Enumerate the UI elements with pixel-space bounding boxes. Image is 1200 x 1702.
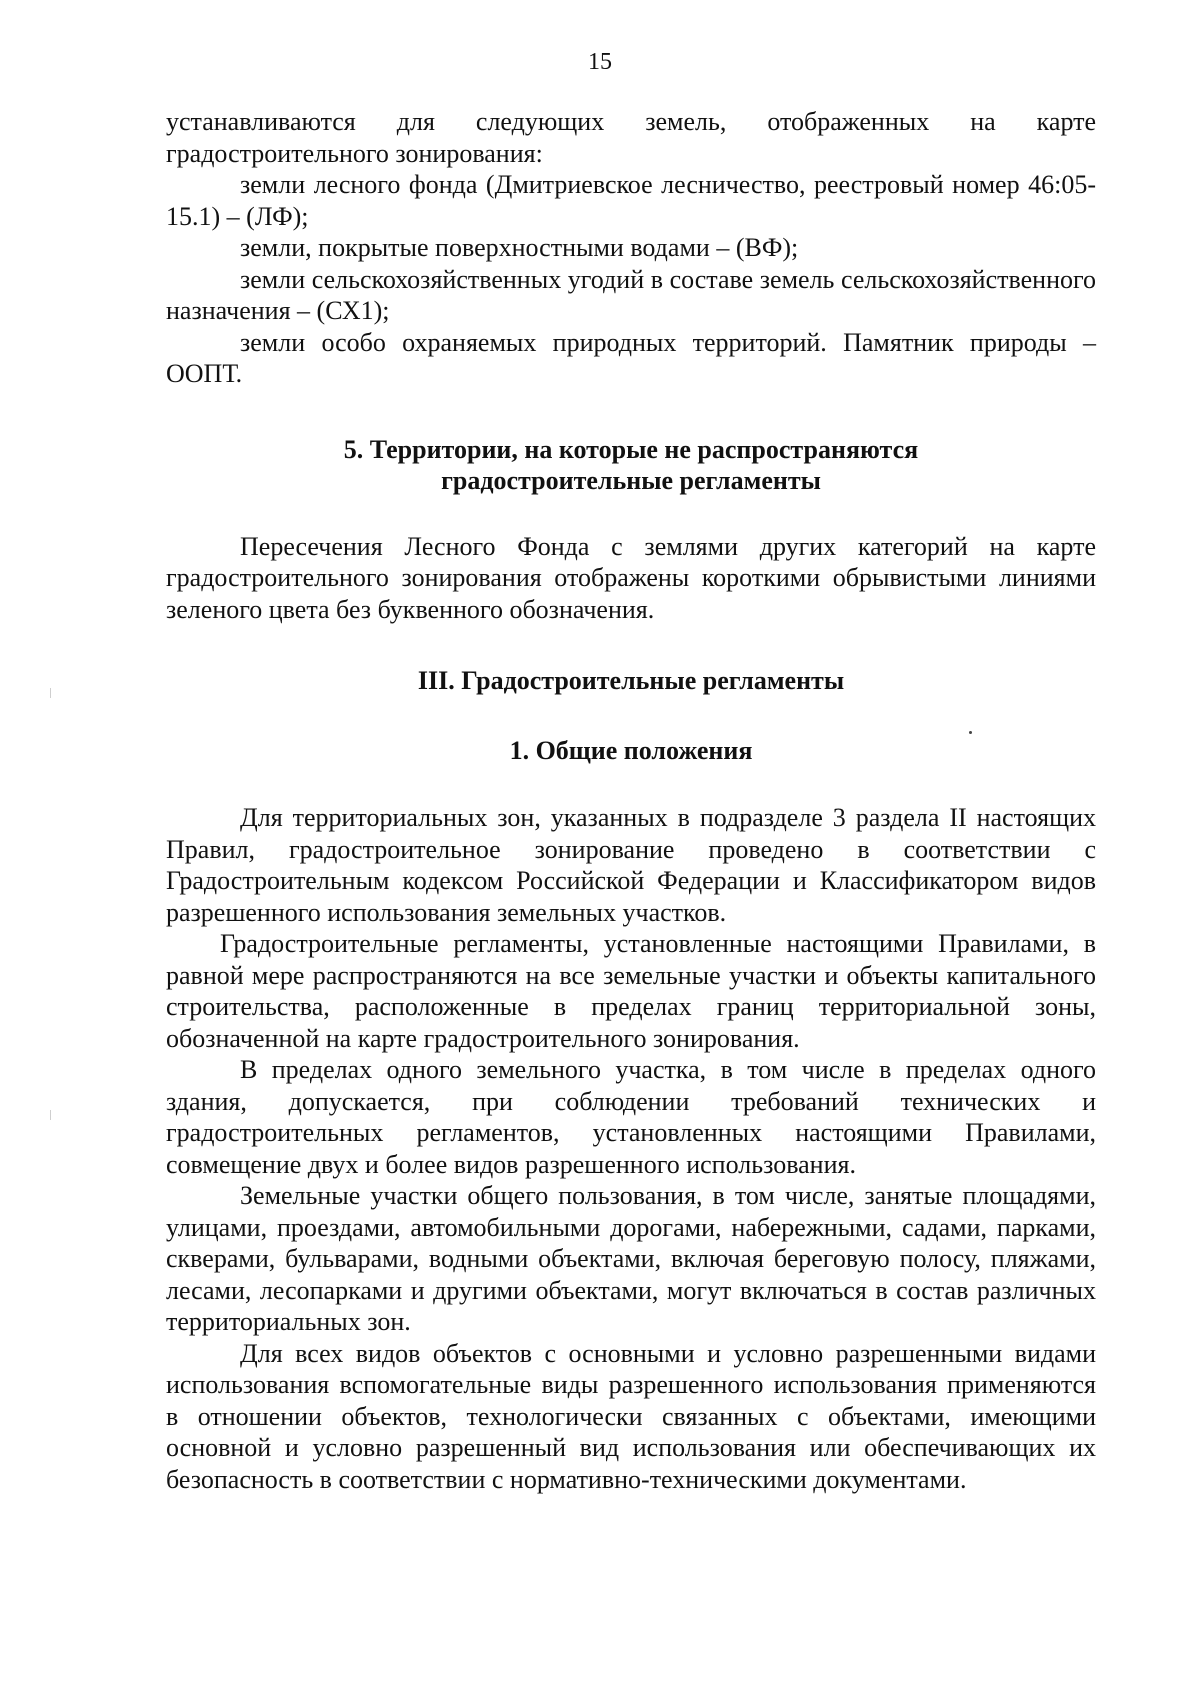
spacer	[166, 766, 1096, 802]
spacer	[166, 697, 1096, 735]
section-5-heading-line-2: градостроительные регламенты	[441, 466, 821, 495]
scan-margin-mark	[50, 1110, 51, 1120]
general-paragraph-public-land: Земельные участки общего пользования, в том числе, занятые площадями, улицами, проездами, автомобильными дорогами, набережными, садами, парками, скверами, бульварами, водными объектами, включая береговую полосу, пляжами, лесами, лесопарками и другими объектами, могут включаться в состав различных территориальных зон.	[166, 1181, 1096, 1336]
spacer	[166, 497, 1096, 531]
land-item-water: земли, покрытые поверхностными водами – (ВФ);	[240, 233, 799, 262]
land-item-forest: земли лесного фонда (Дмитриевское лесничество, реестровый номер 46:05-15.1) – (ЛФ);	[166, 170, 1096, 231]
intro-line: устанавливаются для следующих земель, отображенных на карте градостроительного зонирования:	[166, 107, 1096, 168]
spacer	[166, 625, 1096, 665]
section-5-heading-line-1: 5. Территории, на которые не распространяются	[343, 434, 919, 464]
land-item-protected: земли особо охраняемых природных территорий. Памятник природы – ООПТ.	[166, 327, 1096, 388]
scan-margin-mark	[50, 688, 51, 698]
spacer	[166, 390, 1096, 434]
section-5-heading	[166, 434, 1096, 497]
page-number: 15	[588, 49, 612, 75]
general-paragraph-zones: Для территориальных зон, указанных в подразделе 3 раздела II настоящих Правил, градостроительное зонирование проведено в соответствии с Градостроительным кодексом Российской Федерации и Классификатором видов разрешенного использования земельных участков.	[166, 803, 1096, 927]
part-3-heading: III. Градостроительные регламенты	[417, 666, 845, 695]
general-paragraph-combined-use: В пределах одного земельного участка, в том числе в пределах одного здания, допускается, при соблюдении требований технических и градостроительных регламентов, установленных настоящими Правилами, совмещение двух и более видов разрешенного использования.	[166, 1055, 1096, 1179]
general-paragraph-regulations: Градостроительные регламенты, установленные настоящими Правилами, в равной мере распространяются на все земельные участки и объекты капитального строительства, расположенные в пределах границ территориальной зоны, обозначенной на карте градостроительного зонирования.	[166, 929, 1096, 1053]
general-paragraph-auxiliary-use: Для всех видов объектов с основными и условно разрешенными видами использования вспомогательные виды разрешенного использования применяются в отношении объектов, технологически связанных с объектами, имеющими основной и условно разрешенный вид использования или обеспечивающих их безопасность в соответствии с нормативно-техническими документами.	[166, 1338, 1096, 1494]
land-item-agricultural: земли сельскохозяйственных угодий в составе земель сельскохозяйственного назначения – (СХ1);	[166, 264, 1096, 325]
subsection-1-heading: 1. Общие положения	[509, 735, 753, 765]
document-body	[166, 106, 1096, 1495]
section-5-paragraph: Пересечения Лесного Фонда с землями других категорий на карте градостроительного зонирования отображены короткими обрывистыми линиями зеленого цвета без буквенного обозначения.	[166, 531, 1096, 624]
